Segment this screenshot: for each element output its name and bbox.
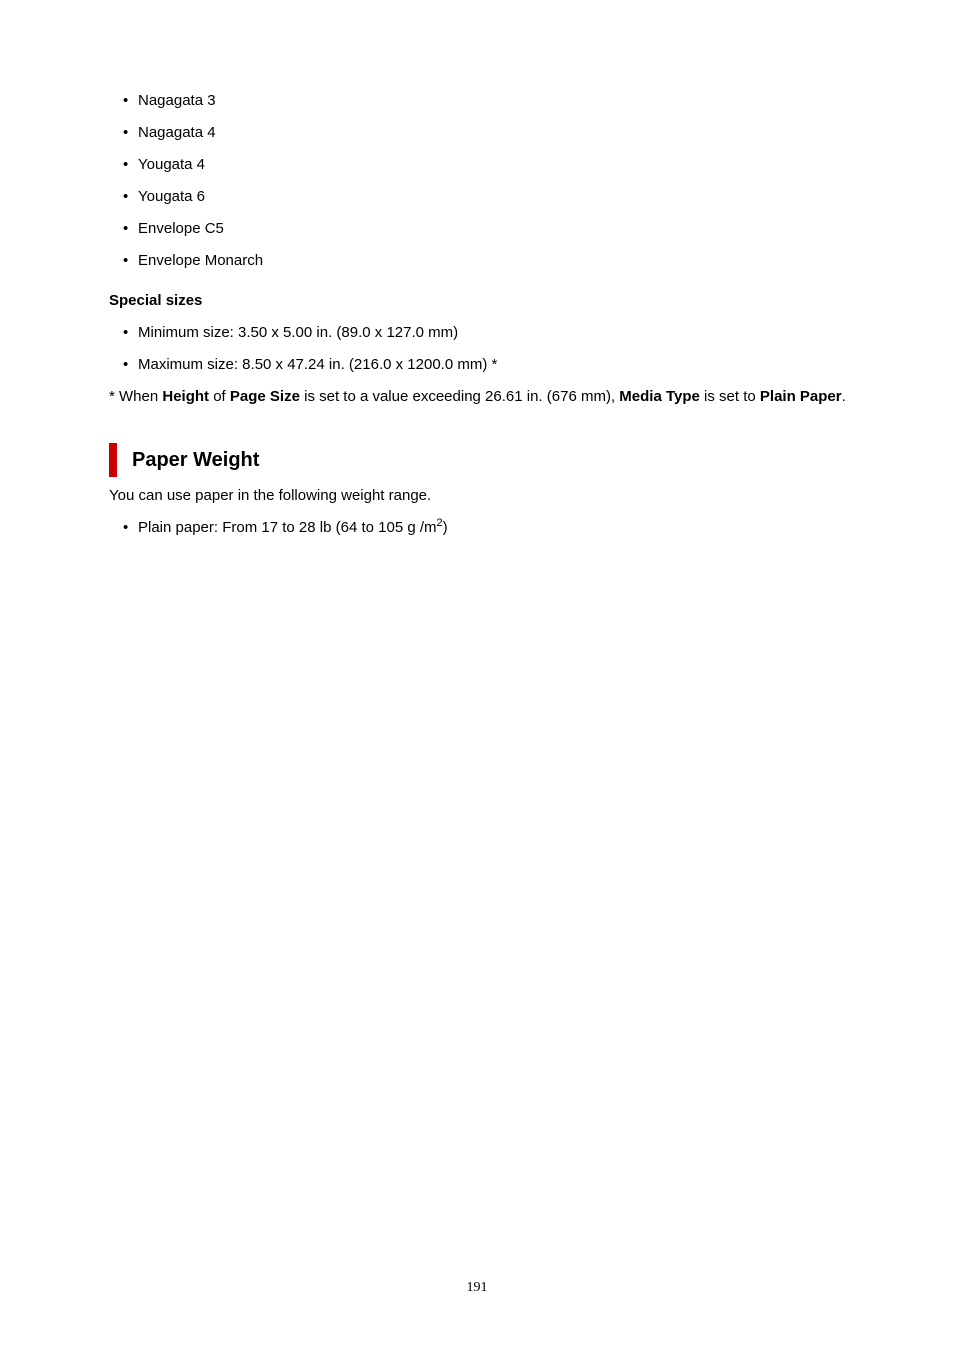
list-item: • Maximum size: 8.50 x 47.24 in. (216.0 x 1200.0 mm) * (109, 352, 854, 384)
list-item: • Yougata 6 (109, 184, 854, 216)
paper-weight-intro: You can use paper in the following weight range. (109, 487, 432, 504)
bullet-icon: • (123, 156, 129, 173)
page-number: 191 (466, 1280, 488, 1295)
paper-weight-heading: Paper Weight (109, 443, 854, 477)
page-content (109, 88, 854, 547)
list-item: • Yougata 4 (109, 152, 854, 184)
bullet-icon: • (123, 220, 129, 237)
list-item: • Nagagata 3 (109, 88, 854, 120)
list-item: • Envelope C5 (109, 216, 854, 248)
heading-accent-bar (109, 443, 117, 477)
paper-size-list (109, 88, 854, 280)
special-sizes-list (109, 320, 854, 384)
bullet-icon: • (123, 124, 129, 141)
paper-weight-list (109, 515, 854, 547)
list-item: • Plain paper: From 17 to 28 lb (64 to 105 g $/m^2$) (109, 515, 854, 547)
list-item: • Nagagata 4 (109, 120, 854, 152)
bullet-icon: • (123, 356, 129, 373)
bullet-icon: • (123, 188, 129, 205)
bullet-icon: • (123, 92, 129, 109)
bullet-icon: • (123, 324, 129, 341)
special-sizes-heading: Special sizes (109, 292, 203, 309)
height-note: * When Height of Page Size is set to a value exceeding 26.61 in. (676 mm), Media Type is set to Plain Paper. (109, 388, 846, 405)
bullet-icon: • (123, 519, 129, 536)
list-item: • Minimum size: 3.50 x 5.00 in. (89.0 x 127.0 mm) (109, 320, 854, 352)
bullet-icon: • (123, 252, 129, 269)
list-item: • Envelope Monarch (109, 248, 854, 280)
